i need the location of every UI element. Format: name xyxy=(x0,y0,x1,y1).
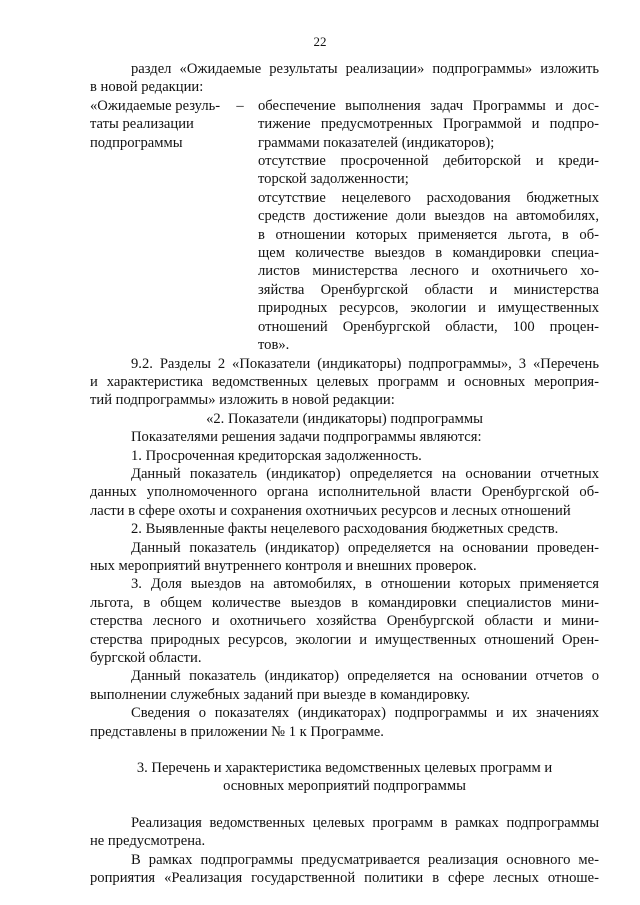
text-line: Данный показатель (индикатор) определяется на основании проведен- xyxy=(131,539,599,556)
text-line: данных уполномоченного органа исполнительной власти Оренбургской об- xyxy=(90,484,599,501)
section-3-heading xyxy=(90,759,599,796)
text-line: стерства природных ресурсов, экологии и имущественных отношений Орен- xyxy=(90,631,599,648)
text-line: роприятия «Реализация государственной политики в сфере лесных отноше- xyxy=(90,870,599,887)
value-line: тов». xyxy=(258,337,290,354)
separator-dash: – xyxy=(236,97,244,114)
text-line: бургской области. xyxy=(90,650,202,666)
heading-line: 3. Перечень и характеристика ведомственных целевых программ и xyxy=(136,760,553,777)
value-line: средств достижение доли выездов на автомобилях, xyxy=(258,208,599,225)
section-3-paragraph-2 xyxy=(90,851,599,888)
text-line: раздел «Ожидаемые результаты реализации» подпрограммы» изложить xyxy=(131,61,599,77)
value-line: отношений Оренбургской области, 100 процен- xyxy=(258,318,599,335)
value-line: обеспечение выполнения задач Программы и дос- xyxy=(258,97,599,114)
text-line: стерства лесного и охотничьего хозяйства Оренбургской области и мини- xyxy=(90,613,599,630)
value-line: в отношении которых применяется льгота, в об- xyxy=(258,226,599,243)
text-line: не предусмотрена. xyxy=(90,833,206,850)
intro-paragraph xyxy=(90,60,599,97)
page-number: 22 xyxy=(313,34,327,49)
text-line: тий подпрограммы» изложить в новой редакции: xyxy=(90,392,395,409)
text-line: ласти в сфере охоты и сохранения охотничьих ресурсов и лесных отношений xyxy=(90,502,571,519)
text-line: Сведения о показателях (индикаторах) подпрограммы и их значениях xyxy=(131,705,599,722)
item-2-description xyxy=(90,539,599,576)
text-line: выполнении служебных заданий при выезде в командировку. xyxy=(90,686,471,703)
section-2-heading: «2. Показатели (индикаторы) подпрограммы xyxy=(206,410,483,427)
text-line: ных мероприятий внутреннего контроля и внешних проверок. xyxy=(90,557,477,574)
label-line: «Ожидаемые резуль- xyxy=(90,97,221,114)
text-line: 3. Доля выездов на автомобилях, в отношении которых применяется xyxy=(131,576,599,593)
heading-line: основных мероприятий подпрограммы xyxy=(223,778,466,795)
label-line: таты реализации xyxy=(90,116,194,133)
appendix-paragraph xyxy=(90,704,599,741)
text-line: льгота, в общем количестве выездов в командировки специалистов мини- xyxy=(90,594,599,611)
section-2-intro: Показателями решения задачи подпрограммы являются: xyxy=(131,429,482,446)
value-line: граммами показателей (индикаторов); xyxy=(258,134,495,151)
text-line: Данный показатель (индикатор) определяется на основании отчетных xyxy=(131,465,599,482)
section-3-paragraph-1 xyxy=(90,814,599,851)
expected-results-label xyxy=(90,97,225,355)
value-line: щем количестве выездов в командировки специа- xyxy=(258,245,599,262)
item-1-title: 1. Просроченная кредиторская задолженность. xyxy=(131,447,422,464)
item-2-title: 2. Выявленные факты нецелевого расходования бюджетных средств. xyxy=(131,521,559,538)
text-line: Данный показатель (индикатор) определяется на основании отчетов о xyxy=(131,668,599,685)
text-line: представлены в приложении № 1 к Программе. xyxy=(90,723,384,740)
value-line: природных ресурсов, экологии и имущественных xyxy=(258,300,599,317)
text-line: 9.2. Разделы 2 «Показатели (индикаторы) подпрограммы», 3 «Перечень xyxy=(131,355,599,372)
item-3-description xyxy=(90,667,599,704)
label-line: подпрограммы xyxy=(90,134,183,151)
value-line: зяйства Оренбургской области и министерства xyxy=(258,281,599,298)
item-3 xyxy=(90,575,599,667)
text-line: Реализация ведомственных целевых программ в рамках подпрограммы xyxy=(131,814,599,831)
text-line: в новой редакции: xyxy=(90,79,204,96)
value-line: торской задолженности; xyxy=(258,171,409,188)
spacer xyxy=(90,796,599,814)
value-line: тижение предусмотренных Программой и подпро- xyxy=(258,116,599,133)
value-line: отсутствие нецелевого расходования бюджетных xyxy=(258,189,599,206)
item-1-description xyxy=(90,465,599,520)
value-line: листов министерства лесного и охотничьего хо- xyxy=(258,263,599,280)
expected-results-value xyxy=(250,97,599,355)
section-9-2-paragraph xyxy=(90,355,599,410)
text-line: В рамках подпрограммы предусматривается реализация основного ме- xyxy=(131,851,599,868)
document-body xyxy=(90,60,599,887)
expected-results-block xyxy=(90,97,599,355)
spacer xyxy=(90,741,599,759)
text-line: и характеристика ведомственных целевых программ и основных мероприя- xyxy=(90,373,599,390)
value-line: отсутствие просроченной дебиторской и креди- xyxy=(258,153,599,170)
